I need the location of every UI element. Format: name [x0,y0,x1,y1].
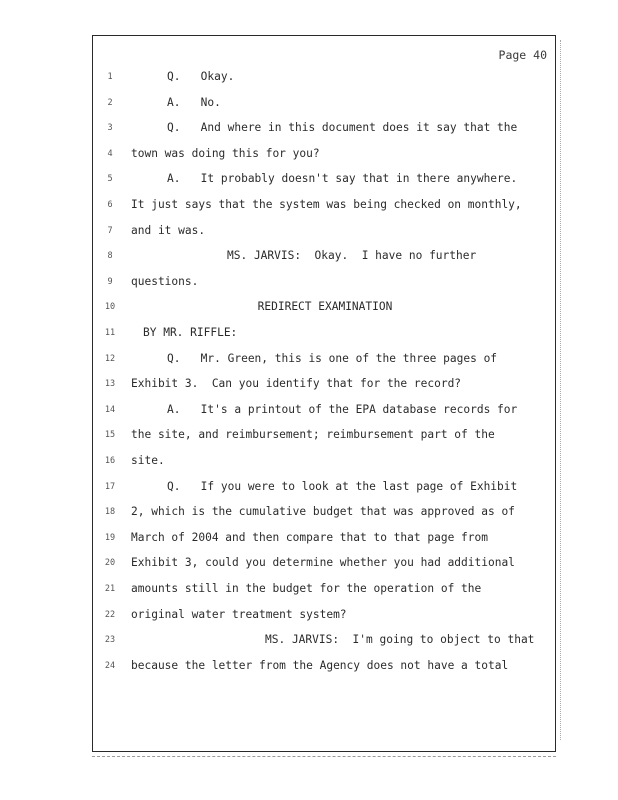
line-text: MS. JARVIS: Okay. I have no further [227,249,477,263]
transcript-line [93,531,557,551]
transcript-line [93,300,557,320]
line-number: 17 [104,481,116,492]
line-number: 2 [107,97,113,108]
line-text: Exhibit 3. Can you identify that for the record? [131,377,462,391]
line-text: Q. And where in this document does it say that the [167,121,518,135]
line-text: because the letter from the Agency does not have a total [131,658,509,672]
transcript-line [93,121,557,141]
transcript-line [93,403,557,423]
page-number: Page 40 [498,48,547,62]
line-text: Exhibit 3, could you determine whether you had additional [131,556,515,570]
line-number: 21 [104,584,116,594]
transcript-line [93,480,557,500]
transcript-line [93,352,557,372]
page-edge-marks [560,40,565,740]
line-number: 10 [104,302,116,313]
transcript-line [93,224,557,244]
line-text: and it was. [131,223,206,237]
line-number: 14 [104,404,116,415]
line-text: REDIRECT EXAMINATION [257,300,393,314]
transcript-line [93,275,557,295]
transcript-line [93,428,557,448]
line-number: 8 [107,251,113,262]
transcript-line [93,659,557,679]
line-number: 1 [107,72,113,82]
transcript-line [93,505,557,525]
line-text: amounts still in the budget for the operation of the [131,582,482,595]
line-number: 7 [107,225,113,236]
transcript-page [92,35,556,752]
line-text: Q. Mr. Green, this is one of the three pages of [167,351,498,365]
line-text: the site, and reimbursement; reimbursement part of the [131,428,495,442]
line-number: 3 [107,123,113,134]
transcript-line [93,326,557,346]
line-text: Q. If you were to look at the last page of Exhibit [167,479,518,493]
line-number: 4 [107,148,113,159]
transcript-line [93,556,557,576]
transcript-line [93,96,557,116]
transcript-line [93,633,557,653]
line-text: It just says that the system was being checked on monthly, [131,198,522,211]
line-text: questions. [131,274,199,288]
line-number: 16 [104,456,116,466]
line-text: A. It's a printout of the EPA database records for [167,402,518,416]
line-number: 11 [104,328,116,338]
transcript-line [93,608,557,628]
line-number: 6 [107,200,113,210]
line-text: A. No. [167,95,221,109]
transcript-line [93,198,557,218]
bottom-scan-line [92,756,556,759]
line-text: BY MR. RIFFLE: [143,326,238,339]
line-number: 24 [104,660,116,671]
transcript-line [93,172,557,192]
line-number: 18 [104,507,116,518]
transcript-line [93,147,557,167]
transcript-line [93,454,557,474]
line-text: A. It probably doesn't say that in there anywhere. [167,172,518,186]
line-text: 2, which is the cumulative budget that was approved as of [131,505,515,519]
line-number: 9 [107,276,113,287]
line-text: town was doing this for you? [131,146,320,160]
line-number: 20 [104,558,116,569]
transcript-line [93,377,557,397]
line-number: 23 [104,635,116,646]
line-number: 15 [104,430,116,441]
line-text: Q. Okay. [167,70,235,83]
line-text: original water treatment system? [131,607,347,621]
line-text: MS. JARVIS: I'm going to object to that [265,633,535,647]
line-text: site. [131,454,165,467]
transcript-line [93,249,557,269]
transcript-line [93,582,557,602]
line-number: 5 [107,174,113,185]
line-text: March of 2004 and then compare that to that page from [131,530,488,544]
line-number: 12 [104,353,116,364]
transcript-line [93,70,557,90]
line-number: 22 [104,609,116,620]
line-number: 19 [104,532,116,543]
line-number: 13 [104,379,116,390]
